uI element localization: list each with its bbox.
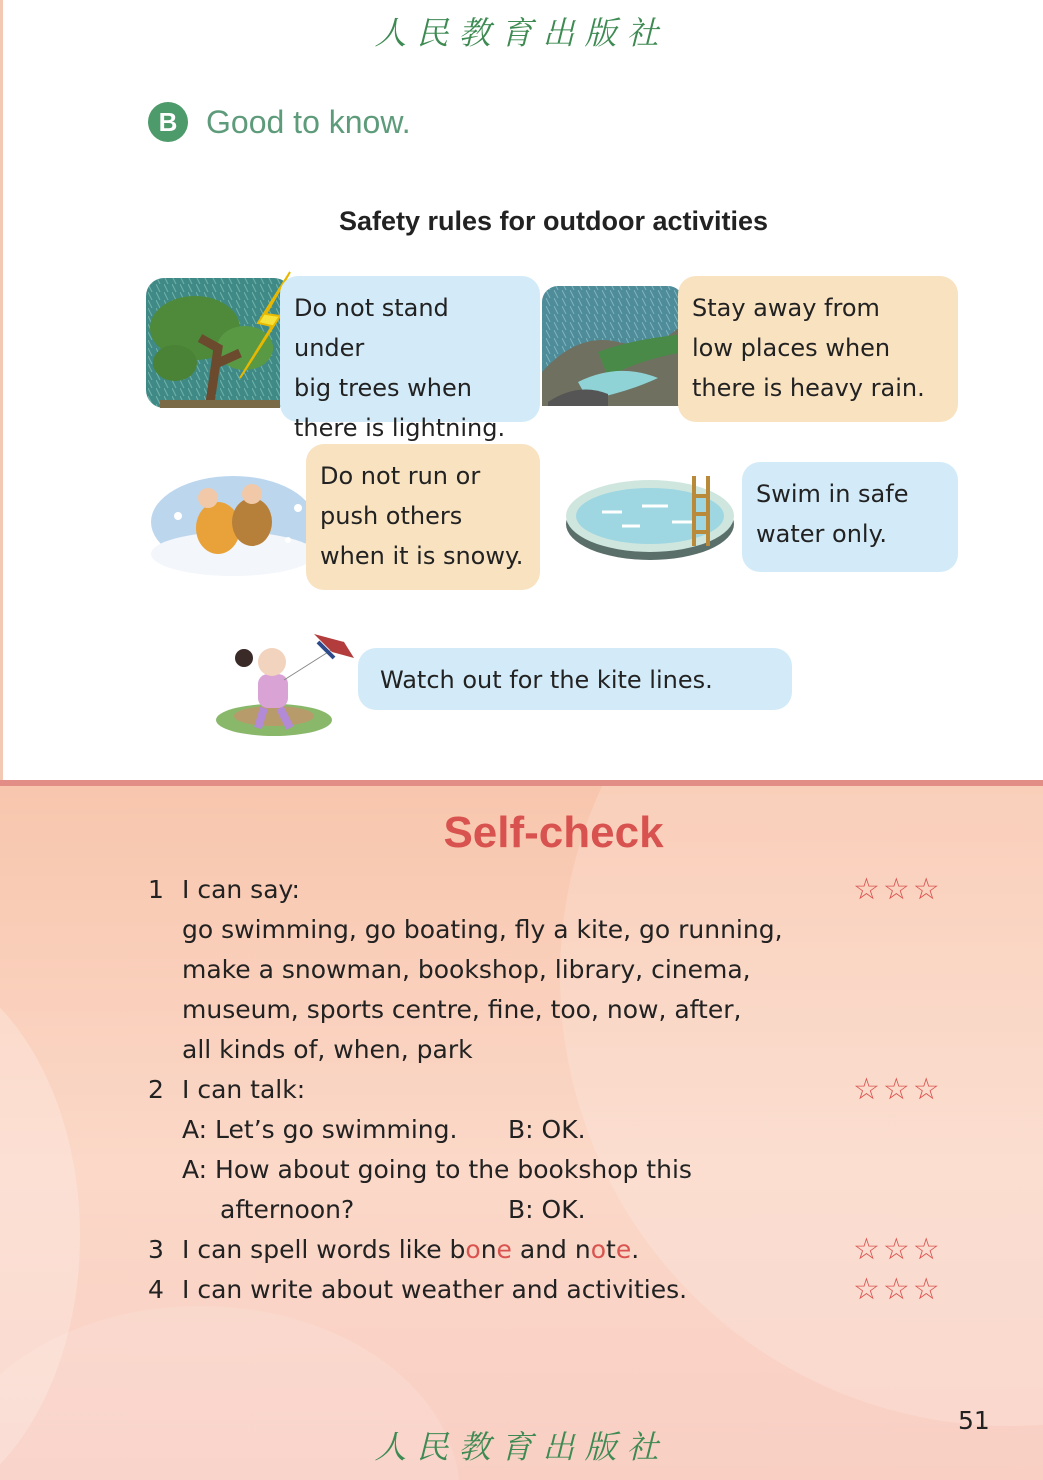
item-number: 1 [148, 875, 164, 904]
publisher-logo-top: 人民教育出版社 [374, 14, 669, 52]
vocab-line: go swimming, go boating, fly a kite, go running, [182, 915, 783, 944]
section-header [148, 102, 411, 142]
item-text: I can write about weather and activities. [182, 1275, 688, 1304]
section-title: Good to know. [206, 103, 411, 140]
flood-river-icon [538, 282, 688, 410]
swimming-pool-icon [562, 466, 742, 566]
rule-text-line: Watch out for the kite lines. [380, 666, 713, 694]
page-number: 51 [958, 1406, 990, 1435]
safety-rules-title: Safety rules for outdoor activities [338, 206, 769, 236]
publisher-logo-bottom: 人民教育出版社 [374, 1428, 669, 1466]
item-text: I can talk: [182, 1075, 306, 1104]
spell-text: . [631, 1235, 640, 1264]
rule-bubble-rain [678, 276, 958, 422]
kite-girl-icon [214, 628, 364, 738]
rule-text-line: water only. [756, 520, 887, 548]
snow-fall-icon [148, 470, 318, 580]
dialogue-line: B: OK. [508, 1115, 586, 1144]
item-text: I can say: [182, 875, 300, 904]
rule-text-line: low places when [692, 334, 891, 362]
vocab-line: museum, sports centre, fine, too, now, after, [182, 995, 742, 1024]
lightning-tree-icon [140, 268, 300, 413]
dialogue-line: afternoon? [220, 1195, 355, 1224]
rule-text-line: there is lightning. [294, 414, 506, 442]
rating-stars[interactable]: ☆☆☆ [853, 1272, 943, 1307]
item-number: 3 [148, 1235, 164, 1264]
rating-stars[interactable]: ☆☆☆ [853, 1232, 943, 1267]
rule-bubble-lightning [280, 276, 540, 442]
dialogue-line: B: OK. [508, 1195, 586, 1224]
rule-text-line: push others [320, 502, 463, 530]
rule-bubble-snow [306, 444, 540, 590]
highlight-letter: o [465, 1235, 481, 1264]
rule-bubble-swim [742, 462, 958, 572]
highlight-letter: o [590, 1235, 607, 1264]
section-badge: B [148, 102, 188, 142]
dialogue-line: A: How about going to the bookshop this [182, 1155, 692, 1184]
decor-blob [560, 780, 1043, 1426]
rule-text-line: when it is snowy. [320, 542, 524, 570]
rule-text-line: Do not stand under [294, 294, 449, 362]
rating-stars[interactable]: ☆☆☆ [853, 872, 943, 907]
rule-bubble-kite [358, 648, 792, 710]
rating-stars[interactable]: ☆☆☆ [853, 1072, 943, 1107]
highlight-letter: e [496, 1235, 512, 1264]
spell-text: and n [511, 1235, 591, 1264]
page-edge [0, 0, 3, 780]
spell-text: I can spell words like b [182, 1235, 466, 1264]
self-check-panel [0, 780, 1043, 1480]
item-text-spell [182, 1230, 639, 1270]
rule-text-line: Swim in safe [756, 480, 909, 508]
item-number: 4 [148, 1275, 164, 1304]
item-number: 2 [148, 1075, 164, 1104]
vocab-line: make a snowman, bookshop, library, cinema, [182, 955, 751, 984]
rule-text-line: Stay away from [692, 294, 880, 322]
rule-text-line: big trees when [294, 374, 472, 402]
vocab-line: all kinds of, when, park [182, 1035, 473, 1064]
rule-text-line: Do not run or [320, 462, 481, 490]
highlight-letter: e [615, 1235, 632, 1264]
spell-text: t [606, 1235, 616, 1264]
dialogue-line: A: Let’s go swimming. [182, 1115, 458, 1144]
self-check-title: Self-check [443, 808, 664, 857]
spell-text: n [480, 1235, 497, 1264]
rule-text-line: there is heavy rain. [692, 374, 925, 402]
